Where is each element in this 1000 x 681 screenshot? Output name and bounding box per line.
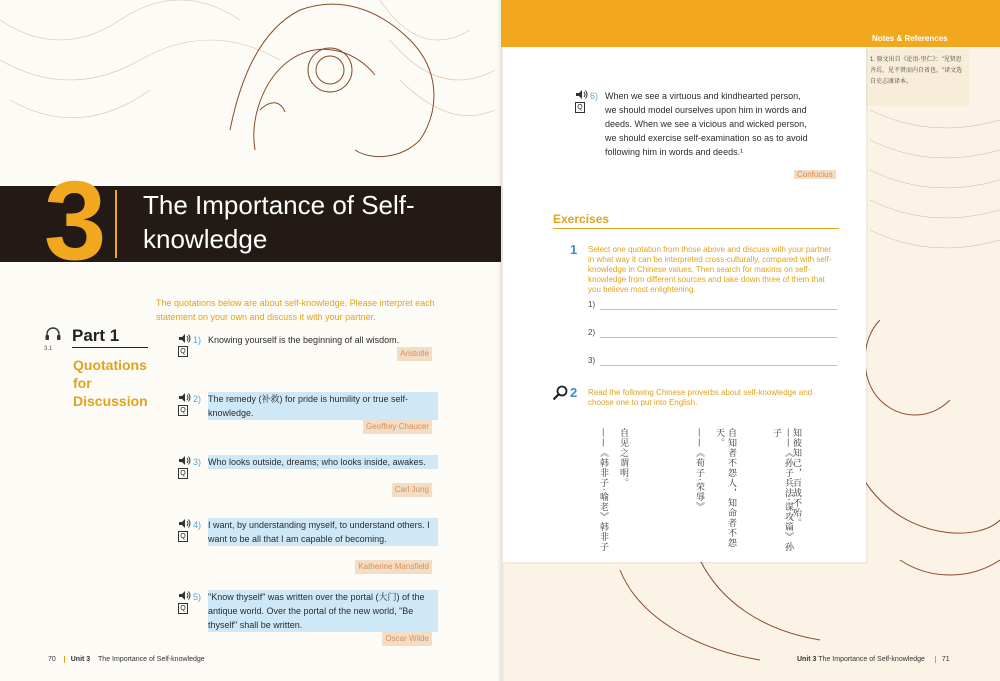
footer-title: The Importance of Self-knowledge <box>818 656 925 663</box>
proverb-line: 自知者不怨人，知命者不怨天。 <box>714 428 736 548</box>
exercise-number: 1 <box>570 242 578 257</box>
speaker-icon[interactable] <box>178 590 192 601</box>
footer-title: The Importance of Self-knowledge <box>98 656 205 663</box>
quote-author: Oscar Wilde <box>382 632 432 646</box>
part-label: Part 1 <box>72 326 120 345</box>
quote-text: "Know thyself" was written over the portal (大门) of the antique world. Over the portal of the new world, "Be thyself" shall be written. <box>208 590 438 632</box>
notes-box: 1. 原文出自《论语·里仁》："见贤思齐焉，见不贤而内自省也。"译文选自史志康译本。 <box>862 49 969 106</box>
quote-item <box>178 590 438 646</box>
quote-number: 3) <box>193 457 202 467</box>
answer-label: 3) <box>588 356 596 365</box>
quote-text: When we see a virtuous and kindhearted person, we should model ourselves upon him in words and deeds. When we see a vicious and wicked person, we should exercise self-examination so as to avoid following him in words and deeds.¹ <box>605 91 808 157</box>
magnifier-icon <box>552 385 568 401</box>
headphones-icon <box>44 326 62 342</box>
quote-item <box>178 392 438 434</box>
speaker-icon[interactable] <box>178 392 192 403</box>
exercises-divider <box>553 228 839 229</box>
quote-text: Who looks outside, dreams; who looks inside, awakes. <box>208 455 438 469</box>
quote-author: Carl Jung <box>392 483 432 497</box>
question-box-icon[interactable]: Q <box>178 531 188 542</box>
exercises-heading: Exercises <box>553 212 610 226</box>
quote-item <box>178 333 438 373</box>
question-box-icon[interactable]: Q <box>178 468 188 479</box>
quote-text: I want, by understanding myself, to understand others. I want to be all that I am capable of becoming. <box>208 518 438 546</box>
quote-text: Knowing yourself is the beginning of all wisdom. <box>208 335 400 345</box>
footer-unit: Unit 3 <box>64 656 90 663</box>
unit-title: The Importance of Self-knowledge <box>143 190 415 254</box>
title-divider <box>115 190 117 258</box>
footer-unit: Unit 3 <box>797 656 817 663</box>
quote-item <box>178 518 438 574</box>
track-number: 3.1 <box>44 346 53 352</box>
answer-line[interactable] <box>600 365 837 366</box>
quote-number: 6) <box>590 91 599 101</box>
proverb-line: 自见之谓明。 <box>618 428 628 488</box>
proverb-source: ——《孙子兵法·谋攻篇》孙子 <box>771 428 793 552</box>
speaker-icon[interactable] <box>575 89 589 100</box>
quote-item <box>178 455 438 497</box>
quote-author: Aristotle <box>397 347 432 361</box>
exercise-number: 2 <box>570 385 578 400</box>
quote-author: Confucius <box>794 170 836 179</box>
proverb-source: ——《荀子·荣辱》 <box>694 428 704 512</box>
answer-label: 2) <box>588 328 596 337</box>
footer-right <box>797 656 950 663</box>
speaker-icon[interactable] <box>178 333 192 344</box>
speaker-icon[interactable] <box>178 455 192 466</box>
question-box-icon[interactable]: Q <box>178 405 188 416</box>
part-divider <box>72 347 148 348</box>
quote-number: 5) <box>193 592 202 602</box>
quote-author: Katherine Mansfield <box>355 560 432 574</box>
unit-number: 3 <box>44 158 107 283</box>
exercise-instructions: Read the following Chinese proverbs about self-knowledge and choose one to put into English. <box>588 388 813 407</box>
question-box-icon[interactable]: Q <box>575 102 585 113</box>
quote-number: 4) <box>193 520 202 530</box>
quote-number: 1) <box>193 335 202 345</box>
page-number: 70 <box>48 656 56 663</box>
page-number: 71 <box>935 656 950 663</box>
footer-left <box>48 656 205 663</box>
intro-instructions: The quotations below are about self-knowledge. Please interpret each statement on your own and discuss it with your partner. <box>156 298 435 322</box>
speaker-icon[interactable] <box>178 518 192 529</box>
answer-line[interactable] <box>600 309 837 310</box>
quote-number: 2) <box>193 394 202 404</box>
question-box-icon[interactable]: Q <box>178 603 188 614</box>
notes-heading: Notes & References <box>872 34 948 43</box>
proverb-line: 知彼知己，百战不殆。 <box>791 428 801 528</box>
exercise-instructions: Select one quotation from those above and discuss with your partner in what way it can be interpreted cross-culturally, compared with self-knowledge in Chinese values. Then search for maxims on self-knowledge from different sources and take down three of them that you believe most enlightening. <box>588 245 832 294</box>
part-title: Quotations for Discussion <box>73 357 148 409</box>
quote-author: Geoffrey Chaucer <box>363 420 432 434</box>
quote-item <box>575 89 815 173</box>
proverb-source: ——《韩非子·喻老》韩非子 <box>598 428 608 552</box>
question-box-icon[interactable]: Q <box>178 346 188 357</box>
quote-text: The remedy (补救) for pride is humility or true self-knowledge. <box>208 392 438 420</box>
answer-label: 1) <box>588 300 596 309</box>
answer-line[interactable] <box>600 337 837 338</box>
